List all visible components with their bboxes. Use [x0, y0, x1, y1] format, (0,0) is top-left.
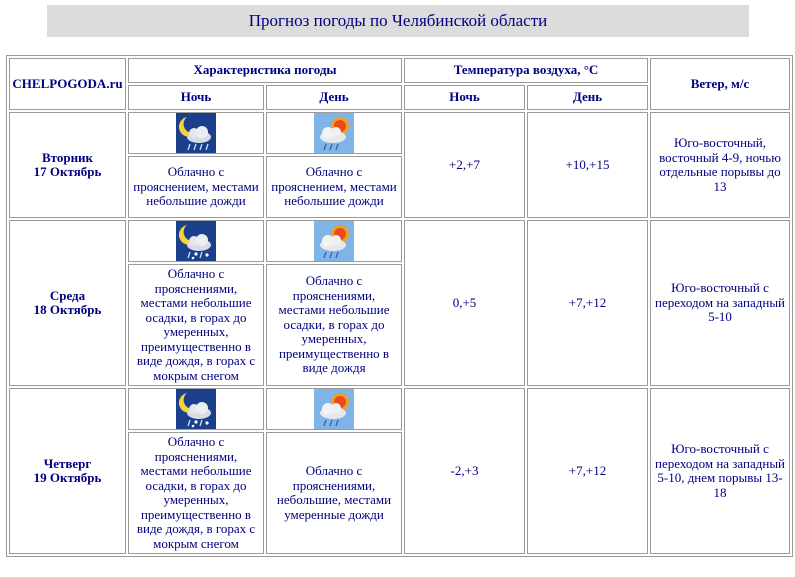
page-title: Прогноз погоды по Челябинской области	[47, 5, 749, 37]
moon-cloud-rain-snow-icon	[176, 221, 216, 261]
weekday: Среда	[49, 287, 86, 303]
weather-day-header: День	[266, 85, 402, 110]
temp-day-cell: +7,+12	[527, 220, 648, 386]
day-desc-cell: Облачно с прояснениями, местами небольшие осадки, в горах до умеренных, преимущественно в виде дождя	[266, 264, 402, 386]
wind-cell: Юго-восточный с переходом на западный 5-10	[650, 220, 790, 386]
weekday: Вторник	[41, 149, 94, 165]
day-icon-cell	[266, 388, 402, 430]
day-desc-cell: Облачно с прояснениями, небольшие, местами умеренные дожди	[266, 432, 402, 554]
air-temp-header: Температура воздуха, °C	[404, 58, 648, 83]
temp-night-cell: +2,+7	[404, 112, 525, 218]
night-icon-cell	[128, 112, 264, 154]
night-icon-cell	[128, 220, 264, 262]
day-desc-cell: Облачно с прояснением, местами небольшие дожди	[266, 156, 402, 218]
wind-cell: Юго-восточный с переходом на западный 5-10, днем порывы 13-18	[650, 388, 790, 554]
wind-cell: Юго-восточный, восточный 4-9, ночью отдельные порывы до 13	[650, 112, 790, 218]
date: 18 Октябрь	[33, 302, 102, 317]
date: 17 Октябрь	[33, 164, 102, 179]
day-icon-cell	[266, 112, 402, 154]
temp-day-cell: +10,+15	[527, 112, 648, 218]
sun-cloud-rain-icon	[314, 113, 354, 153]
temp-night-header: Ночь	[404, 85, 525, 110]
site-name-header: CHELPOGODA.ru	[9, 58, 126, 110]
sun-cloud-rain-icon	[314, 221, 354, 261]
night-desc-cell: Облачно с прояснениями, местами небольшие осадки, в горах до умеренных, преимущественно в виде дождя, в горах с мокрым снегом	[128, 264, 264, 386]
day-cell	[9, 220, 126, 386]
wind-header: Ветер, м/с	[650, 58, 790, 110]
day-cell	[9, 112, 126, 218]
night-desc-cell: Облачно с прояснением, местами небольшие дожди	[128, 156, 264, 218]
weather-char-header: Характеристика погоды	[128, 58, 402, 83]
temp-night-cell: 0,+5	[404, 220, 525, 386]
night-desc-cell: Облачно с прояснениями, местами небольшие осадки, в горах до умеренных, преимущественно в виде дождя, в горах с мокрым снегом	[128, 432, 264, 554]
night-icon-cell	[128, 388, 264, 430]
table-row	[9, 388, 790, 430]
temp-night-cell: -2,+3	[404, 388, 525, 554]
moon-cloud-rain-icon	[176, 113, 216, 153]
weather-night-header: Ночь	[128, 85, 264, 110]
day-icon-cell	[266, 220, 402, 262]
temp-day-header: День	[527, 85, 648, 110]
day-cell	[9, 388, 126, 554]
temp-day-cell: +7,+12	[527, 388, 648, 554]
table-row	[9, 112, 790, 154]
forecast-table	[6, 55, 793, 557]
sun-cloud-rain-icon	[314, 389, 354, 429]
table-row	[9, 220, 790, 262]
weekday: Четверг	[43, 455, 92, 471]
date: 19 Октябрь	[33, 470, 102, 485]
moon-cloud-rain-snow-icon	[176, 389, 216, 429]
